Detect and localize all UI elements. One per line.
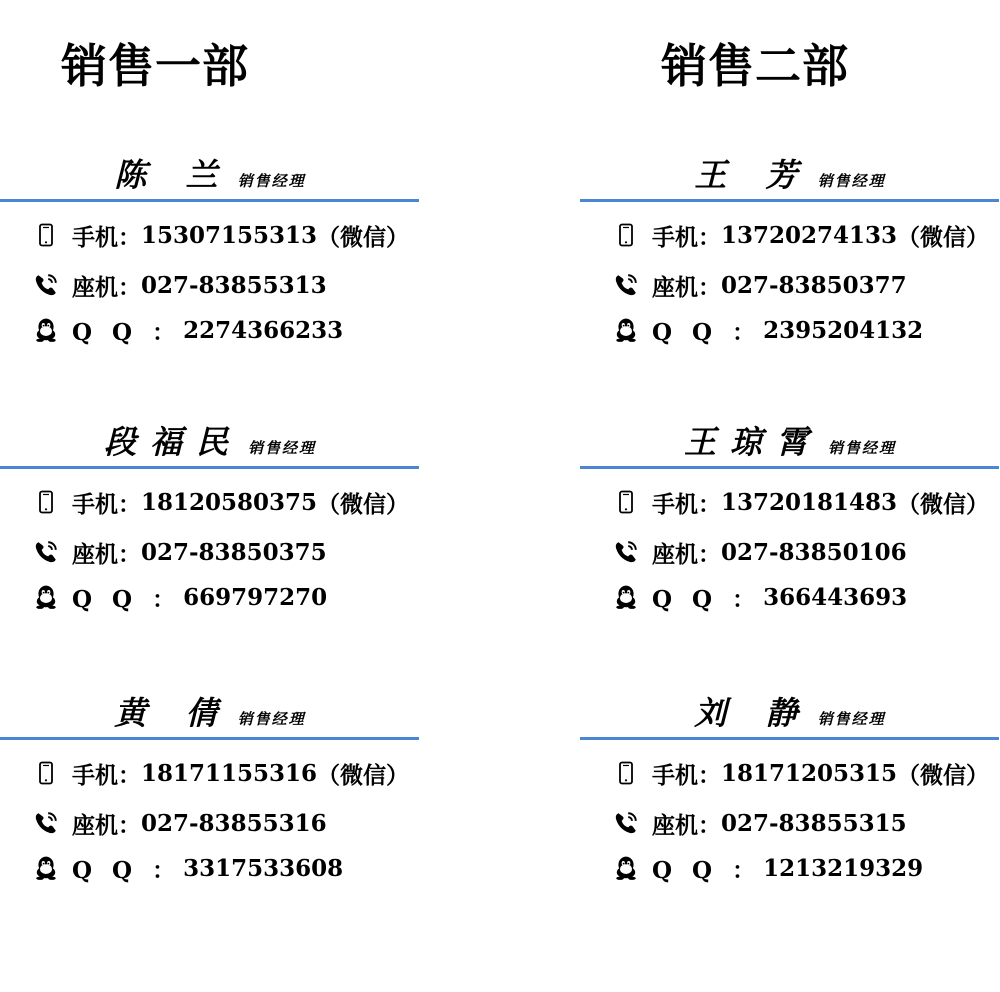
card-header bbox=[580, 150, 1000, 196]
person-name: 黄 倩 bbox=[114, 694, 232, 732]
landline-number[interactable]: 027-83855313 bbox=[141, 271, 327, 299]
card-header bbox=[0, 150, 420, 196]
mobile-row bbox=[32, 756, 409, 790]
qq-number[interactable]: 366443693 bbox=[763, 583, 908, 611]
qq-number[interactable]: 2395204132 bbox=[763, 316, 924, 344]
contact-card bbox=[580, 417, 1000, 613]
landline-label: 座机： bbox=[652, 540, 721, 568]
mobile-label: 手机： bbox=[652, 761, 721, 789]
qq-penguin-icon bbox=[32, 583, 60, 611]
wechat-note: （微信） bbox=[897, 223, 990, 251]
mobile-phone-icon bbox=[32, 488, 60, 516]
wechat-note: （微信） bbox=[317, 223, 410, 251]
person-role: 销售经理 bbox=[237, 172, 306, 190]
divider bbox=[580, 199, 999, 202]
qq-label: Q Q ： bbox=[72, 318, 182, 346]
qq-row bbox=[32, 313, 343, 347]
divider bbox=[0, 466, 419, 469]
mobile-phone-icon bbox=[32, 759, 60, 787]
qq-row bbox=[612, 851, 923, 885]
qq-number[interactable]: 669797270 bbox=[183, 583, 328, 611]
department-title: 销售二部 bbox=[661, 39, 849, 93]
telephone-handset-icon bbox=[32, 271, 60, 299]
landline-number[interactable]: 027-83850377 bbox=[721, 271, 907, 299]
person-name: 刘 静 bbox=[694, 694, 812, 732]
telephone-handset-icon bbox=[32, 809, 60, 837]
landline-label: 座机： bbox=[652, 273, 721, 301]
mobile-number[interactable]: 15307155313 bbox=[141, 221, 318, 249]
mobile-row bbox=[612, 218, 989, 252]
mobile-row bbox=[32, 218, 409, 252]
card-header bbox=[0, 417, 420, 463]
department-title: 销售一部 bbox=[61, 39, 249, 93]
qq-penguin-icon bbox=[32, 316, 60, 344]
qq-label: Q Q ： bbox=[652, 856, 762, 884]
person-role: 销售经理 bbox=[828, 439, 897, 457]
landline-row bbox=[612, 268, 907, 302]
wechat-note: （微信） bbox=[897, 490, 990, 518]
mobile-label: 手机： bbox=[652, 490, 721, 518]
person-role: 销售经理 bbox=[248, 439, 317, 457]
telephone-handset-icon bbox=[612, 538, 640, 566]
mobile-number[interactable]: 18171155316 bbox=[141, 759, 318, 787]
mobile-number[interactable]: 18171205315 bbox=[721, 759, 898, 787]
card-header bbox=[0, 688, 420, 734]
card-header bbox=[580, 417, 1000, 463]
landline-label: 座机： bbox=[72, 273, 141, 301]
contact-card bbox=[0, 688, 420, 884]
qq-number[interactable]: 1213219329 bbox=[763, 854, 924, 882]
qq-penguin-icon bbox=[32, 854, 60, 882]
landline-row bbox=[32, 535, 327, 569]
person-name: 王琼霄 bbox=[683, 423, 822, 461]
contact-card bbox=[0, 417, 420, 613]
divider bbox=[0, 199, 419, 202]
wechat-note: （微信） bbox=[897, 761, 990, 789]
qq-number[interactable]: 3317533608 bbox=[183, 854, 344, 882]
qq-penguin-icon bbox=[612, 854, 640, 882]
qq-row bbox=[32, 580, 327, 614]
qq-penguin-icon bbox=[612, 583, 640, 611]
qq-label: Q Q ： bbox=[652, 585, 762, 613]
mobile-row bbox=[612, 485, 989, 519]
qq-label: Q Q ： bbox=[652, 318, 762, 346]
mobile-row bbox=[32, 485, 409, 519]
landline-label: 座机： bbox=[652, 811, 721, 839]
landline-row bbox=[612, 806, 907, 840]
landline-number[interactable]: 027-83855316 bbox=[141, 809, 327, 837]
person-name: 陈 兰 bbox=[114, 156, 232, 194]
wechat-note: （微信） bbox=[317, 761, 410, 789]
card-header bbox=[580, 688, 1000, 734]
qq-row bbox=[32, 851, 343, 885]
person-name: 王 芳 bbox=[694, 156, 812, 194]
qq-penguin-icon bbox=[612, 316, 640, 344]
mobile-row bbox=[612, 756, 989, 790]
contact-card bbox=[580, 688, 1000, 884]
qq-row bbox=[612, 313, 923, 347]
landline-row bbox=[32, 268, 327, 302]
mobile-number[interactable]: 18120580375 bbox=[141, 488, 318, 516]
landline-row bbox=[32, 806, 327, 840]
divider bbox=[580, 737, 999, 740]
mobile-phone-icon bbox=[612, 759, 640, 787]
mobile-label: 手机： bbox=[72, 223, 141, 251]
divider bbox=[580, 466, 999, 469]
mobile-label: 手机： bbox=[72, 490, 141, 518]
qq-row bbox=[612, 580, 907, 614]
qq-number[interactable]: 2274366233 bbox=[183, 316, 344, 344]
landline-number[interactable]: 027-83850375 bbox=[141, 538, 327, 566]
contact-card bbox=[580, 150, 1000, 346]
department-1 bbox=[0, 0, 420, 992]
mobile-number[interactable]: 13720181483 bbox=[721, 488, 898, 516]
mobile-phone-icon bbox=[32, 221, 60, 249]
landline-label: 座机： bbox=[72, 540, 141, 568]
landline-label: 座机： bbox=[72, 811, 141, 839]
mobile-label: 手机： bbox=[72, 761, 141, 789]
landline-number[interactable]: 027-83850106 bbox=[721, 538, 907, 566]
telephone-handset-icon bbox=[612, 809, 640, 837]
mobile-number[interactable]: 13720274133 bbox=[721, 221, 898, 249]
qq-label: Q Q ： bbox=[72, 856, 182, 884]
department-2 bbox=[580, 0, 1000, 992]
qq-label: Q Q ： bbox=[72, 585, 182, 613]
telephone-handset-icon bbox=[612, 271, 640, 299]
person-role: 销售经理 bbox=[817, 172, 886, 190]
divider bbox=[0, 737, 419, 740]
mobile-phone-icon bbox=[612, 488, 640, 516]
person-name: 段福民 bbox=[103, 423, 242, 461]
person-role: 销售经理 bbox=[237, 710, 306, 728]
mobile-label: 手机： bbox=[652, 223, 721, 251]
wechat-note: （微信） bbox=[317, 490, 410, 518]
mobile-phone-icon bbox=[612, 221, 640, 249]
landline-row bbox=[612, 535, 907, 569]
landline-number[interactable]: 027-83855315 bbox=[721, 809, 907, 837]
telephone-handset-icon bbox=[32, 538, 60, 566]
contact-card bbox=[0, 150, 420, 346]
person-role: 销售经理 bbox=[817, 710, 886, 728]
